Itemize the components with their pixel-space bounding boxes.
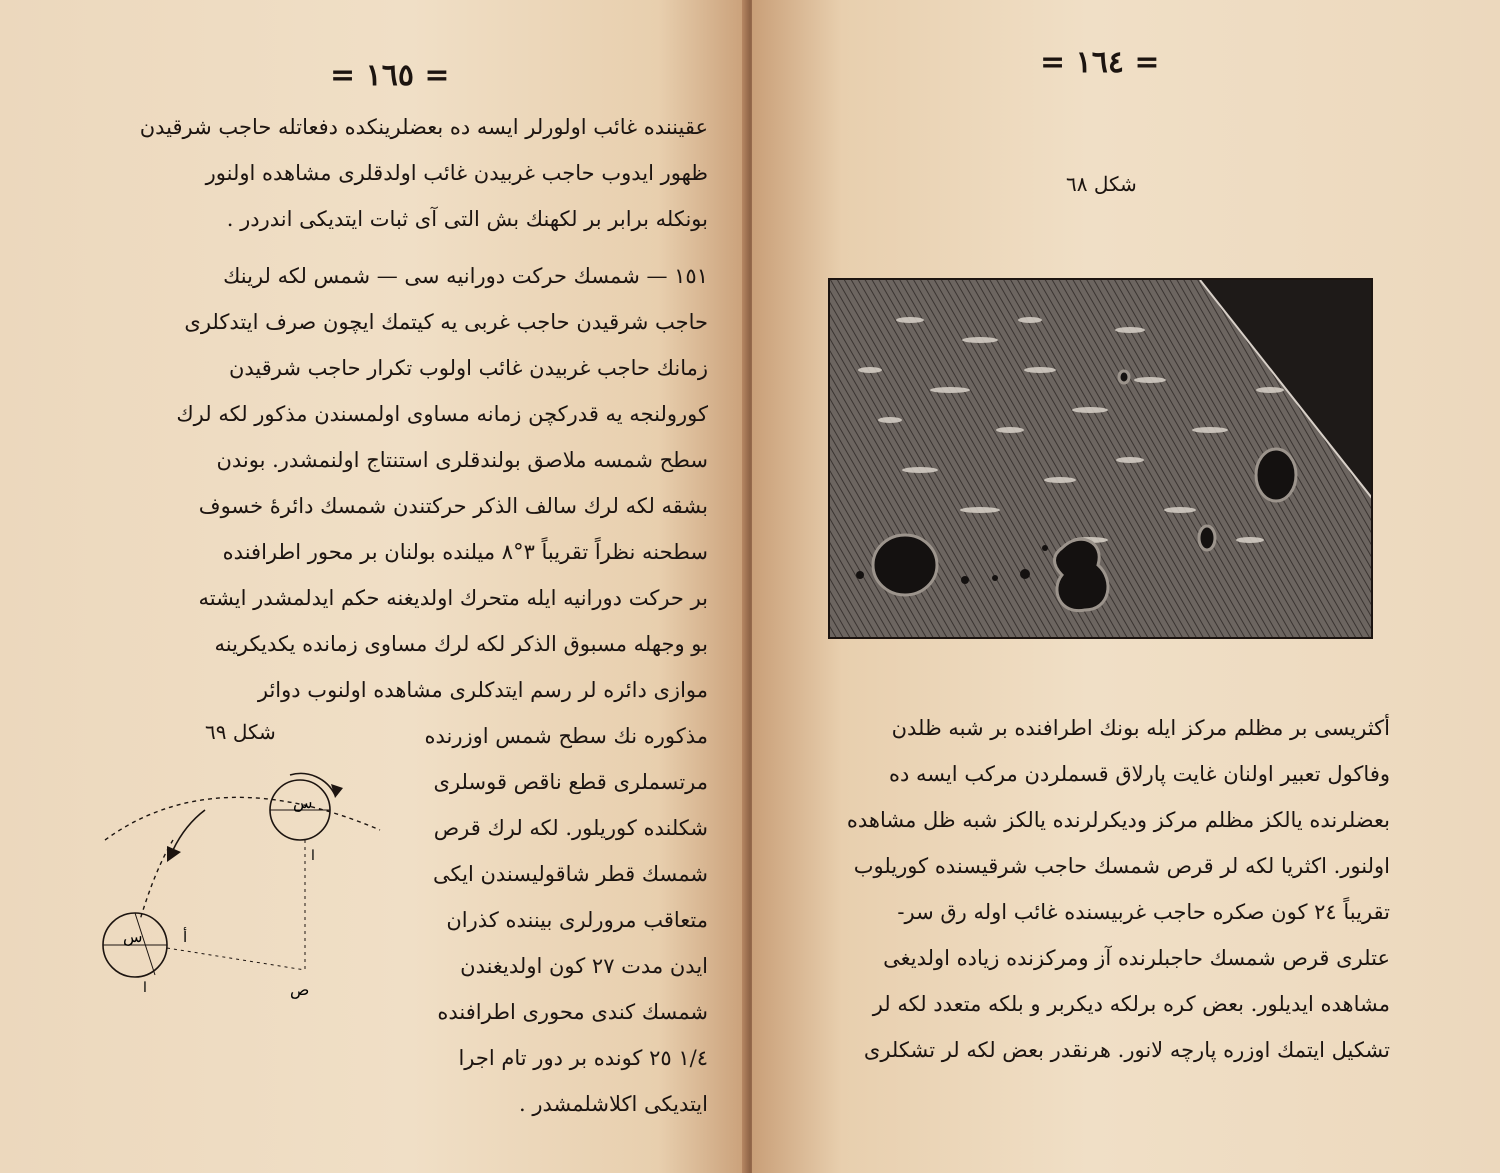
diagram-label: ا bbox=[311, 848, 315, 864]
text-line: وفاكول تعبير اولنان غايت پارلاق قسملردن مركب ايسه ده bbox=[888, 762, 1390, 786]
text-line: تقريباً ٢٤ كون صكره حاجب غربيسنده غائب اوله رق سر- bbox=[897, 900, 1390, 924]
diagram-label: س bbox=[123, 927, 143, 946]
text-line: شمسك كندى محورى اطرافنده bbox=[437, 1000, 708, 1024]
text-line: ظهور ايدوب حاجب غربيدن غائب اولدقلرى مشاهده اولنور bbox=[205, 161, 708, 185]
text-line: موازى دائره لر رسم ايتدكلرى مشاهده اولنوب دوائر bbox=[257, 678, 708, 702]
diagram-label: ص bbox=[290, 980, 310, 999]
text-line: كورولنجه يه قدركچن زمانه مساوى اولمسندن مذكور لكه لرك bbox=[176, 402, 708, 426]
side-paragraph bbox=[406, 713, 708, 1127]
text-line: ايتديكى اكلاشلمشدر . bbox=[519, 1092, 708, 1116]
text-line: مشاهده ايديلور. بعض كره برلكه ديكربر و بلكه متعدد لكه لر bbox=[872, 992, 1390, 1016]
left-page bbox=[0, 0, 748, 1173]
right-paragraph bbox=[790, 705, 1390, 1073]
text-line: اولنور. اكثريا لكه لر قرص شمسك حاجب شرقيسنده كوريلوب bbox=[853, 854, 1390, 878]
text-line: ١/٤ ٢٥ كونده بر دور تام اجرا bbox=[458, 1046, 708, 1070]
text-line: أكثريسى بر مظلم مركز ايله بونك اطرافنده بر شبه ظلدن bbox=[891, 716, 1390, 740]
text-line: زمانك حاجب غربيدن غائب اولوب تكرار حاجب شرقيدن bbox=[228, 356, 708, 380]
text-line: بونكله برابر بر لكهنك بش التى آى ثبات ايتديكى اندردر . bbox=[226, 207, 708, 231]
text-line: بر حركت دورانيه ايله متحرك اولديغنه حكم ايدلمشدر ايشته bbox=[198, 586, 708, 610]
sunspot-engraving bbox=[828, 278, 1373, 639]
section-151-paragraph bbox=[112, 253, 708, 713]
sunspot-illustration bbox=[830, 280, 1373, 639]
text-line: عتلرى قرص شمسك حاجبلرنده آز ومركزنده زياده اولديغى bbox=[883, 946, 1390, 970]
text-line: شمسك قطر شاقوليسندن ايكى bbox=[433, 862, 708, 886]
text-line: ايدن مدت ٢٧ كون اولديغندن bbox=[460, 954, 708, 978]
text-line: بشقه لكه لرك سالف الذكر حركتندن شمسك دائرهٔ خسوف bbox=[198, 494, 708, 518]
text-line: مذكوره نك سطح شمس اوزرنده bbox=[424, 724, 708, 748]
text-line: بعضلرنده يالكز مظلم مركز وديكرلرنده يالكز شبه ظل مشاهده bbox=[846, 808, 1390, 832]
text-line: تشكيل ايتمك اوزره پارچه لانور. هرنقدر بعض لكه لر تشكلرى bbox=[863, 1038, 1390, 1062]
figure-68-caption: شكل ٦٨ bbox=[1066, 172, 1137, 196]
diagram-label: أ bbox=[183, 928, 188, 946]
text-line: بو وجهله مسبوق الذكر لكه لرك مساوى زمانده يكديكرينه bbox=[214, 632, 708, 656]
text-line: شكلنده كوريلور. لكه لرك قرص bbox=[433, 816, 708, 840]
right-page-number: = ١٦٤ = bbox=[1040, 45, 1160, 80]
left-page-number: = ١٦٥ = bbox=[330, 58, 450, 93]
figure-69-caption: شكل ٦٩ bbox=[205, 720, 276, 744]
diagram-label: ا bbox=[143, 980, 147, 996]
text-line: حاجب شرقيدن حاجب غربى يه كيتمك ايچون صرف ايتدكلرى bbox=[184, 310, 708, 334]
text-line: عقيننده غائب اولورلر ايسه ده بعضلرينكده دفعاتله حاجب شرقيدن bbox=[139, 115, 708, 139]
section-heading-line: ١٥١ — شمسك حركت دورانيه سى — شمس لكه لرينك bbox=[223, 264, 708, 288]
rotation-diagram bbox=[95, 770, 395, 1010]
text-line: متعاقب مرورلرى بيننده كذران bbox=[446, 908, 708, 932]
text-line: سطح شمسه ملاصق بولندقلرى استنتاج اولنمشدر. بوندن bbox=[216, 448, 708, 472]
text-line: مرتسملرى قطع ناقص قوسلرى bbox=[433, 770, 708, 794]
text-line: سطحنه نظراً تقريباً ٣°٨ ميلنده بولنان بر محور اطرافنده bbox=[222, 540, 708, 564]
diagram-label: س bbox=[293, 793, 313, 812]
left-top-paragraph bbox=[112, 104, 708, 242]
